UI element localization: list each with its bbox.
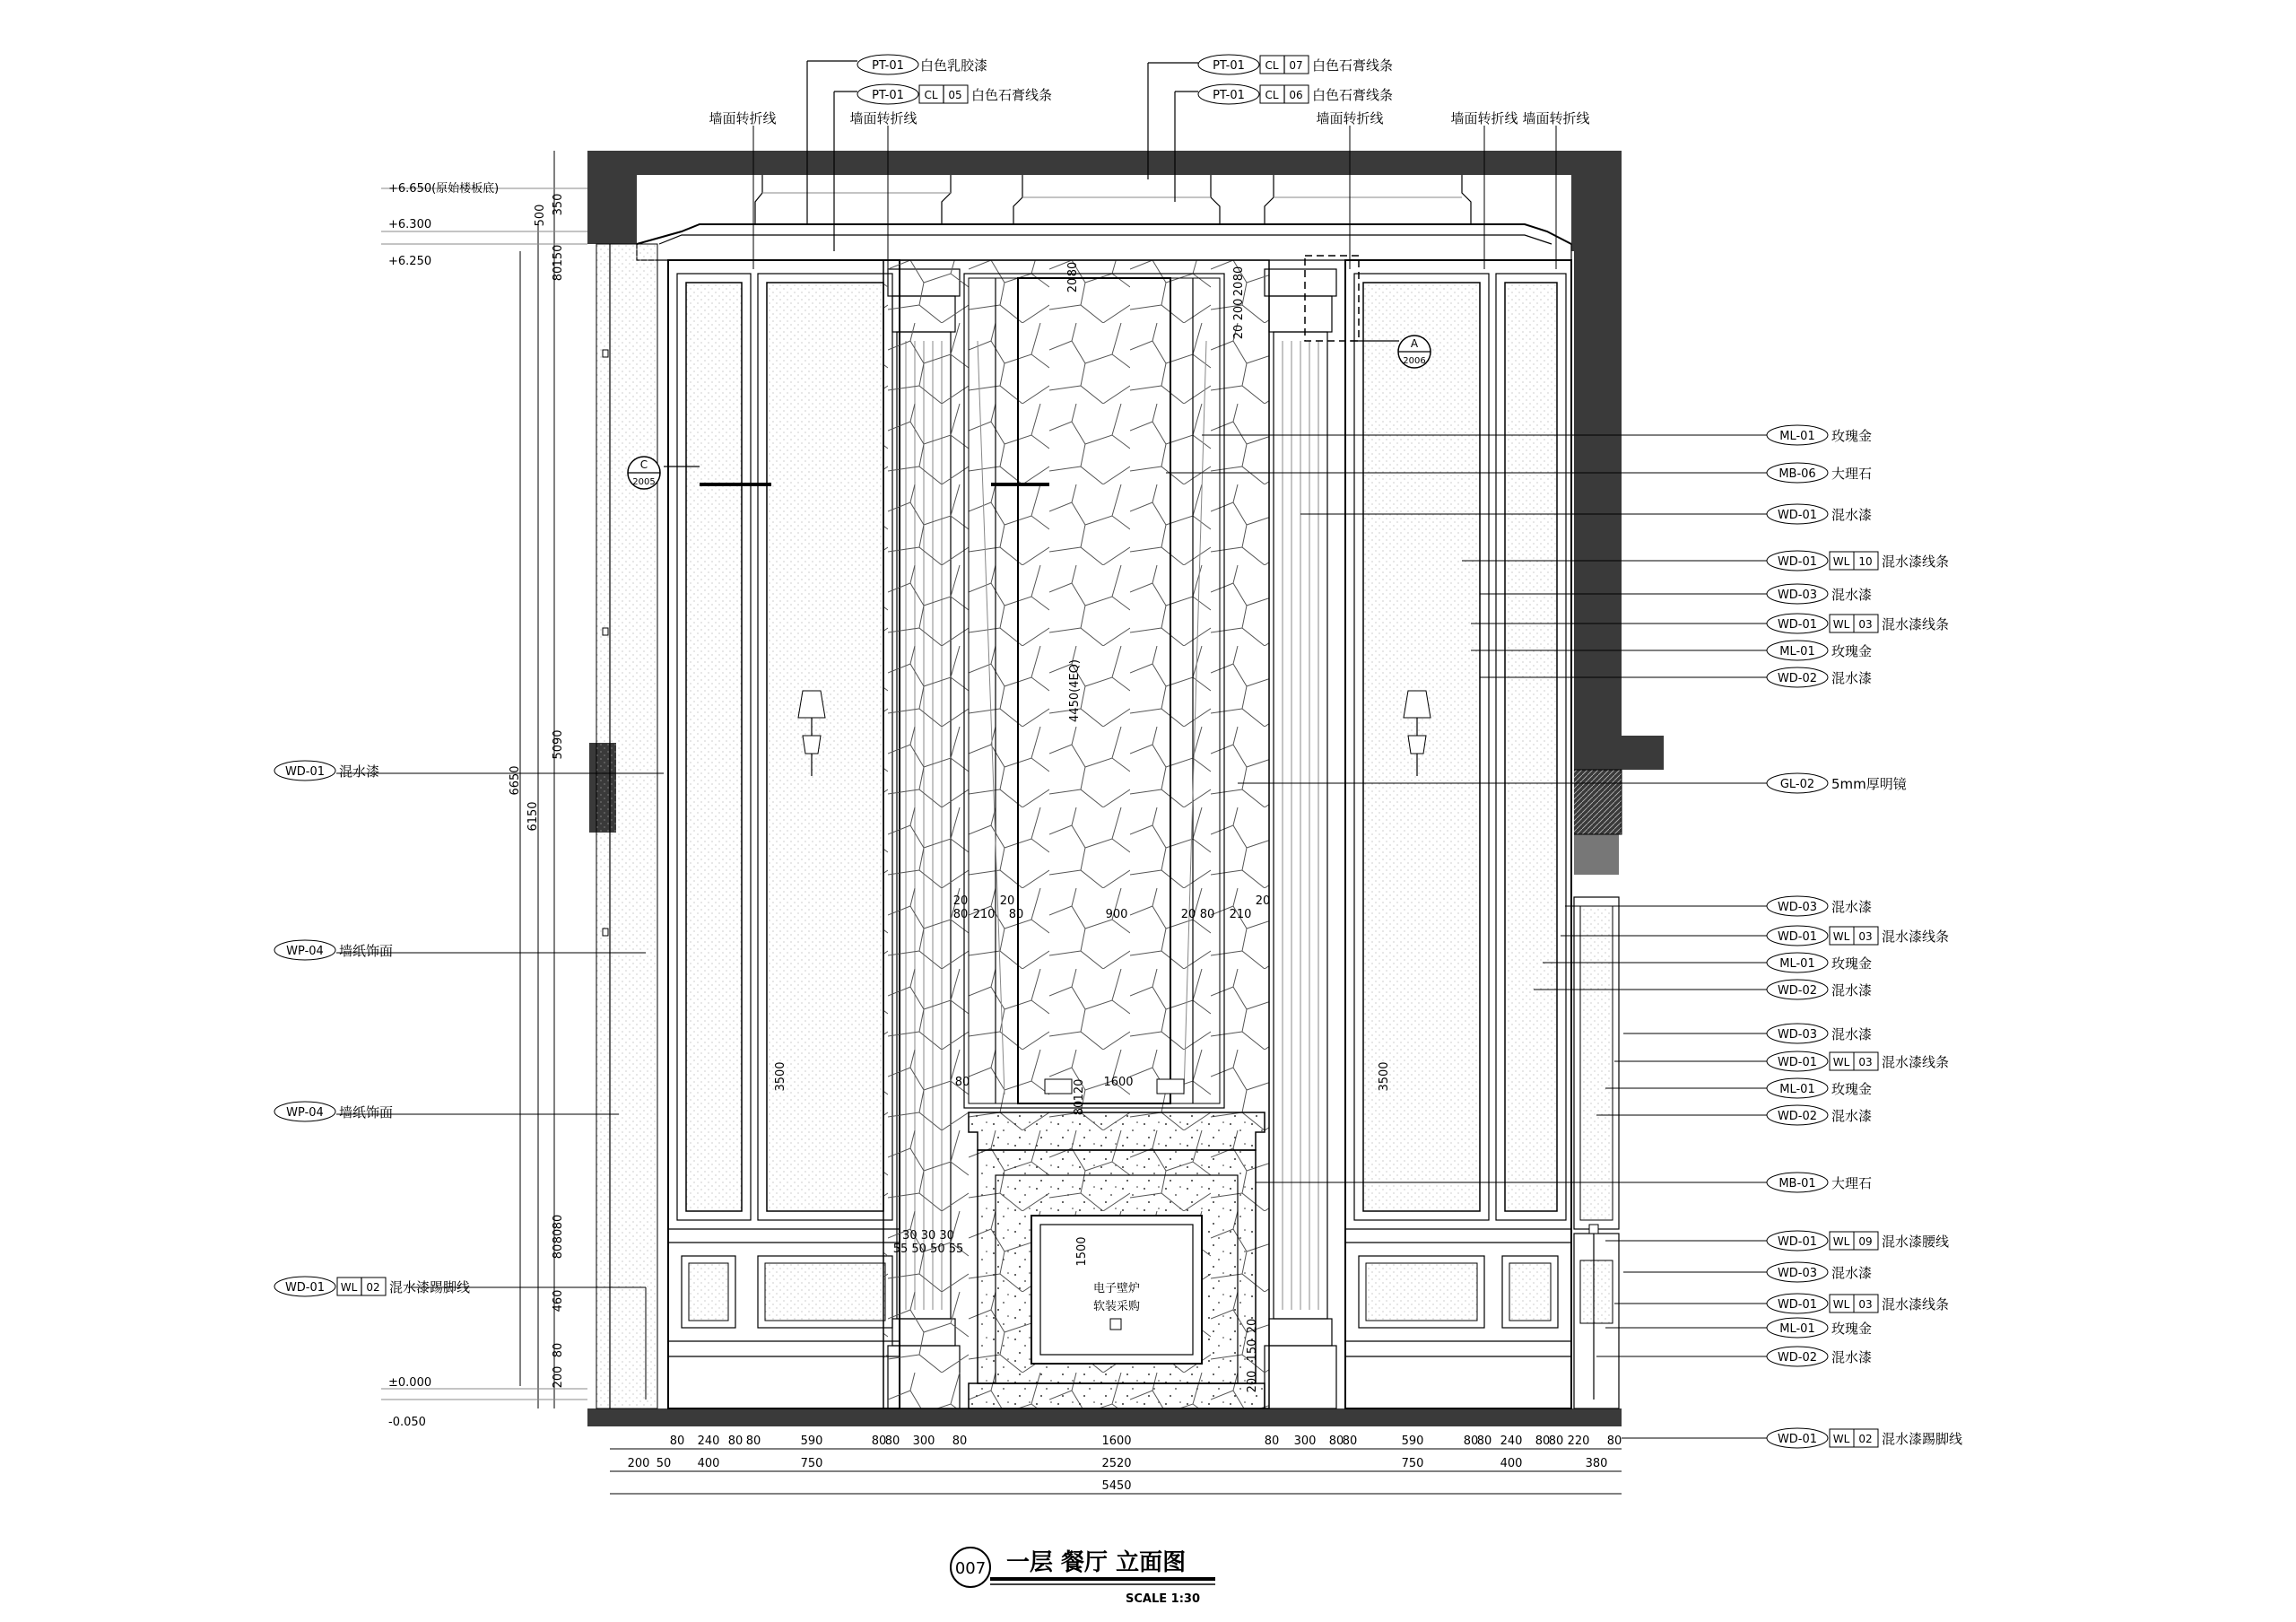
right-label-code: WD-01 <box>1777 1433 1818 1446</box>
right-label-text: 混水漆 <box>1831 1108 1873 1124</box>
right-label-text: 混水漆 <box>1831 1265 1873 1281</box>
dim-left-4: 80 <box>552 266 565 282</box>
left-panel-group <box>668 260 900 1408</box>
right-label-code: WD-01 <box>1777 1235 1818 1249</box>
right-label-code: WD-02 <box>1777 984 1818 998</box>
dim-left-6: 6650 <box>509 765 522 796</box>
dim-mirror-height: 4450(4EQ) <box>1068 659 1082 722</box>
drawing-number: 007 <box>954 1559 987 1578</box>
right-label-11 <box>1767 926 1949 946</box>
dim-center-side-4: 20 <box>1232 324 1246 340</box>
bottom-dimension-numbers <box>628 1435 1622 1493</box>
dim-bottom-row1-21: 220 <box>1567 1435 1590 1448</box>
dim-bottom-row1-8: 300 <box>912 1435 935 1448</box>
top-label-2-code: PT-01 <box>872 89 904 102</box>
left-label-4 <box>274 1277 470 1296</box>
dim-left-7: 6150 <box>526 801 540 832</box>
dim-bottom-row2-5: 2520 <box>1101 1457 1132 1470</box>
dim-center-side-2: 20 <box>1232 281 1246 297</box>
dim-mantel-a: 80 <box>954 1076 970 1089</box>
top-label-4-text: 白色石膏线条 <box>1312 87 1394 103</box>
dim-mantel-width: 1600 <box>1103 1076 1134 1089</box>
right-label-8 <box>1767 667 1872 687</box>
dim-row-9: 210 <box>1229 908 1252 921</box>
dim-bottom-row2-7: 400 <box>1500 1457 1523 1470</box>
top-label-3-code: PT-01 <box>1213 59 1245 73</box>
top-label-2-part-a: CL <box>924 89 938 101</box>
dim-row-7: 20 <box>1180 908 1196 921</box>
left-label-3 <box>274 1102 393 1121</box>
level-3: +6.250 <box>388 255 432 268</box>
right-label-24 <box>1767 1428 1962 1448</box>
turn-line-2: 墙面转折线 <box>849 110 918 126</box>
right-label-part: WL <box>1832 1433 1850 1445</box>
right-label-code: WD-01 <box>1777 509 1818 522</box>
right-label-code: WD-01 <box>1777 618 1818 632</box>
left-label-4-part-a: WL <box>340 1281 358 1294</box>
dim-bottom-row1-9: 80 <box>952 1435 968 1448</box>
dim-bottom-row1-11: 80 <box>1264 1435 1280 1448</box>
right-label-code: WD-01 <box>1777 930 1818 944</box>
dim-bottom-row1-7: 80 <box>884 1435 900 1448</box>
right-label-text: 5mm厚明镜 <box>1831 776 1907 792</box>
right-label-text: 混水漆 <box>1831 670 1873 686</box>
right-label-text: 混水漆 <box>1831 899 1873 915</box>
level-marks <box>388 181 499 1429</box>
right-label-part: WL <box>1832 1056 1850 1068</box>
turn-line-3: 墙面转折线 <box>1316 110 1384 126</box>
right-label-16 <box>1767 1078 1872 1098</box>
dim-bottom-row1-17: 80 <box>1476 1435 1492 1448</box>
left-label-3-text: 墙纸饰面 <box>339 1104 394 1121</box>
right-label-code: WD-03 <box>1777 901 1818 914</box>
top-label-4 <box>1175 84 1393 104</box>
dim-fire-c: 150 <box>1246 1339 1259 1362</box>
dim-bottom-row1-15: 590 <box>1401 1435 1424 1448</box>
dim-center-top-half: 80 <box>1066 261 1080 277</box>
dim-fire-height: 1500 <box>1075 1236 1089 1267</box>
right-label-text: 玫瑰金 <box>1831 955 1873 972</box>
right-label-code: MB-06 <box>1779 467 1816 481</box>
top-label-1-text: 白色乳胶漆 <box>920 57 988 74</box>
title-block <box>951 1548 1215 1606</box>
right-label-23 <box>1767 1347 1872 1366</box>
right-label-code: WD-03 <box>1777 589 1818 602</box>
right-label-part: 10 <box>1858 555 1873 568</box>
right-label-text: 混水漆线条 <box>1882 929 1950 945</box>
right-label-20 <box>1767 1262 1872 1282</box>
right-label-code: WD-02 <box>1777 1110 1818 1123</box>
dim-row-2: 80 <box>952 908 969 921</box>
top-label-3-part-b: 07 <box>1289 59 1303 72</box>
right-label-text: 玫瑰金 <box>1831 1081 1873 1097</box>
section-marker-c <box>628 457 660 489</box>
dim-left-8: 80 <box>552 1214 565 1230</box>
right-label-part: 09 <box>1858 1235 1873 1248</box>
right-label-part: WL <box>1832 1298 1850 1311</box>
right-label-7 <box>1767 641 1872 660</box>
cornice <box>637 175 1571 260</box>
right-label-2 <box>1767 463 1872 483</box>
right-label-3 <box>1767 504 1872 524</box>
left-label-1-code: WD-01 <box>284 765 326 779</box>
right-label-18 <box>1767 1173 1872 1192</box>
right-label-code: WD-01 <box>1777 555 1818 569</box>
top-label-4-part-b: 06 <box>1289 89 1303 101</box>
drawing-title: 一层 餐厅 立面图 <box>1006 1549 1187 1576</box>
dim-row-8: 80 <box>1199 908 1215 921</box>
dim-bottom-row1-19: 80 <box>1535 1435 1551 1448</box>
dim-bottom-row1-2: 240 <box>697 1435 720 1448</box>
right-label-code: WD-03 <box>1777 1267 1818 1280</box>
dim-left-5: 5090 <box>552 729 565 760</box>
dim-left-3: 150 <box>552 244 565 267</box>
left-label-4-code: WD-01 <box>284 1281 326 1295</box>
right-label-part: WL <box>1832 555 1850 568</box>
dim-bottom-row2-4: 750 <box>800 1457 823 1470</box>
right-label-22 <box>1767 1318 1872 1338</box>
dim-bottom-row1-3: 80 <box>727 1435 744 1448</box>
top-label-3-part-a: CL <box>1265 59 1279 72</box>
top-label-1-code: PT-01 <box>872 59 904 73</box>
dim-row-6: 900 <box>1105 908 1128 921</box>
dim-left-13: 200 <box>552 1365 565 1389</box>
right-label-part: WL <box>1832 1235 1850 1248</box>
dim-column-top: 30 30 30 <box>902 1229 954 1243</box>
level-2: +6.300 <box>388 218 432 231</box>
left-label-2-code: WP-04 <box>286 945 324 958</box>
dim-bottom-total: 5450 <box>1101 1479 1132 1493</box>
dim-bottom-row1-12: 300 <box>1293 1435 1317 1448</box>
dim-bottom-row1-14: 80 <box>1342 1435 1358 1448</box>
right-label-21 <box>1767 1294 1949 1313</box>
right-label-12 <box>1767 953 1872 972</box>
dim-mantel-b: 80 <box>1073 1100 1086 1116</box>
right-label-part: 03 <box>1858 930 1873 943</box>
dim-panel-right: 3500 <box>1378 1061 1391 1092</box>
dim-bottom-row1-13: 80 <box>1328 1435 1344 1448</box>
dim-fire-d: 200 <box>1246 1370 1259 1393</box>
dim-row-10: 20 <box>1255 894 1271 908</box>
dim-left-2: 500 <box>534 204 547 227</box>
right-label-code: WD-01 <box>1777 1056 1818 1069</box>
dim-bottom-row1-18: 240 <box>1500 1435 1523 1448</box>
right-label-code: GL-02 <box>1779 778 1815 791</box>
section-c-letter: C <box>639 458 648 471</box>
dim-mantel-c: 120 <box>1073 1078 1086 1102</box>
left-label-4-part-b: 02 <box>366 1281 380 1294</box>
right-label-code: WD-03 <box>1777 1028 1818 1042</box>
right-label-code: WD-02 <box>1777 1351 1818 1365</box>
top-label-1 <box>807 55 987 74</box>
right-label-text: 玫瑰金 <box>1831 428 1873 444</box>
top-label-3-text: 白色石膏线条 <box>1312 57 1394 74</box>
left-dimension-numbers <box>509 194 565 1389</box>
left-label-2-text: 墙纸饰面 <box>339 943 394 959</box>
right-label-text: 混水漆踢脚线 <box>1882 1431 1963 1447</box>
right-label-part: 03 <box>1858 1298 1873 1311</box>
right-label-5 <box>1767 584 1872 604</box>
level-4: ±0.000 <box>388 1376 432 1390</box>
right-label-code: ML-01 <box>1779 1322 1815 1336</box>
right-label-text: 混水漆线条 <box>1882 616 1950 632</box>
turn-line-labels <box>709 110 1589 126</box>
right-label-text: 大理石 <box>1831 466 1873 482</box>
right-label-14 <box>1767 1024 1872 1043</box>
right-label-text: 混水漆 <box>1831 1349 1873 1365</box>
right-label-1 <box>1767 425 1872 445</box>
right-label-10 <box>1767 896 1872 916</box>
dim-row-1: 20 <box>952 894 969 908</box>
right-label-code: ML-01 <box>1779 957 1815 971</box>
right-label-column <box>1767 425 1962 1448</box>
dim-bottom-row1-22: 80 <box>1606 1435 1622 1448</box>
left-label-3-code: WP-04 <box>286 1106 324 1120</box>
right-label-text: 玫瑰金 <box>1831 1321 1873 1337</box>
left-label-1-text: 混水漆 <box>339 763 380 780</box>
right-label-text: 混水漆线条 <box>1882 554 1950 570</box>
right-label-part: 03 <box>1858 1056 1873 1068</box>
right-label-text: 玫瑰金 <box>1831 643 1873 659</box>
right-label-text: 混水漆线条 <box>1882 1054 1950 1070</box>
dim-bottom-row1-20: 80 <box>1548 1435 1564 1448</box>
dim-bottom-row1-4: 80 <box>745 1435 761 1448</box>
turn-line-4: 墙面转折线 <box>1450 110 1518 126</box>
dim-row-3: 210 <box>972 908 996 921</box>
section-a-sheet: 2006 <box>1403 356 1426 366</box>
right-label-code: ML-01 <box>1779 1083 1815 1096</box>
left-wall-strip <box>596 244 657 1408</box>
dim-bottom-row2-3: 400 <box>697 1457 720 1470</box>
section-c-sheet: 2005 <box>632 477 656 487</box>
right-label-code: WD-01 <box>1777 1298 1818 1312</box>
dim-center-side-1: 80 <box>1232 266 1246 282</box>
section-marker-a <box>1398 336 1431 368</box>
right-label-text: 混水漆 <box>1831 507 1873 523</box>
right-label-17 <box>1767 1105 1872 1125</box>
fireplace-text-2: 软装采购 <box>1092 1300 1141 1313</box>
turn-line-1: 墙面转折线 <box>709 110 777 126</box>
right-label-part: 03 <box>1858 618 1873 631</box>
right-label-part: WL <box>1832 930 1850 943</box>
dim-center-top: 20 <box>1066 277 1080 293</box>
dim-bottom-row1-5: 590 <box>800 1435 823 1448</box>
right-label-9 <box>1767 773 1907 793</box>
dim-bottom-row1-1: 80 <box>669 1435 685 1448</box>
dim-left-11: 460 <box>552 1289 565 1312</box>
top-label-2-part-b: 05 <box>948 89 962 101</box>
right-label-text: 大理石 <box>1831 1175 1873 1191</box>
dim-bottom-row1-6: 80 <box>871 1435 887 1448</box>
right-label-15 <box>1767 1051 1949 1071</box>
right-label-4 <box>1767 551 1949 571</box>
right-label-code: ML-01 <box>1779 430 1815 443</box>
right-label-code: ML-01 <box>1779 645 1815 658</box>
right-label-part: WL <box>1832 618 1850 631</box>
right-label-text: 混水漆 <box>1831 1026 1873 1042</box>
drawing-scale: SCALE 1:30 <box>1126 1592 1200 1606</box>
section-a-letter: A <box>1410 337 1419 350</box>
top-label-4-part-a: CL <box>1265 89 1279 101</box>
dim-bottom-row2-1: 200 <box>627 1457 650 1470</box>
dim-row-5: 80 <box>1008 908 1024 921</box>
dim-left-10: 80 <box>552 1243 565 1260</box>
right-label-text: 混水漆腰线 <box>1882 1234 1950 1250</box>
right-label-text: 混水漆 <box>1831 982 1873 998</box>
left-label-2 <box>274 940 393 960</box>
dim-fire-b: 20 <box>1246 1318 1259 1334</box>
right-label-text: 混水漆线条 <box>1882 1296 1950 1312</box>
dim-bottom-row2-2: 50 <box>656 1457 672 1470</box>
right-label-6 <box>1767 614 1949 633</box>
level-5: -0.050 <box>388 1416 426 1429</box>
right-label-part: 02 <box>1858 1433 1873 1445</box>
top-label-3 <box>1148 55 1393 74</box>
dim-bottom-row1-10: 1600 <box>1101 1435 1132 1448</box>
fireplace-text-1: 电子壁炉 <box>1092 1282 1141 1295</box>
top-label-4-code: PT-01 <box>1213 89 1245 102</box>
dim-left-12: 80 <box>552 1342 565 1358</box>
top-label-2 <box>834 84 1052 104</box>
right-label-13 <box>1767 980 1872 999</box>
left-label-4-text: 混水漆踢脚线 <box>389 1279 471 1295</box>
level-1: +6.650(原始楼板底) <box>388 182 500 196</box>
dim-row-4: 20 <box>999 894 1015 908</box>
right-label-19 <box>1767 1231 1949 1251</box>
right-label-code: WD-02 <box>1777 672 1818 685</box>
right-label-text: 混水漆 <box>1831 587 1873 603</box>
dim-bottom-row2-8: 380 <box>1585 1457 1608 1470</box>
turn-line-5: 墙面转折线 <box>1522 110 1590 126</box>
dim-center-side-3: 200 <box>1232 298 1246 321</box>
dim-bottom-row1-16: 80 <box>1463 1435 1479 1448</box>
dim-bottom-row2-6: 750 <box>1401 1457 1424 1470</box>
dim-left-9: 80 <box>552 1228 565 1244</box>
dim-left-1: 350 <box>552 193 565 216</box>
right-label-code: MB-01 <box>1779 1177 1816 1190</box>
dim-column-bottom: 55 50 50 55 <box>892 1243 964 1256</box>
dim-panel-left: 3500 <box>774 1061 787 1092</box>
left-label-1 <box>274 761 379 780</box>
top-label-2-text: 白色石膏线条 <box>971 87 1053 103</box>
